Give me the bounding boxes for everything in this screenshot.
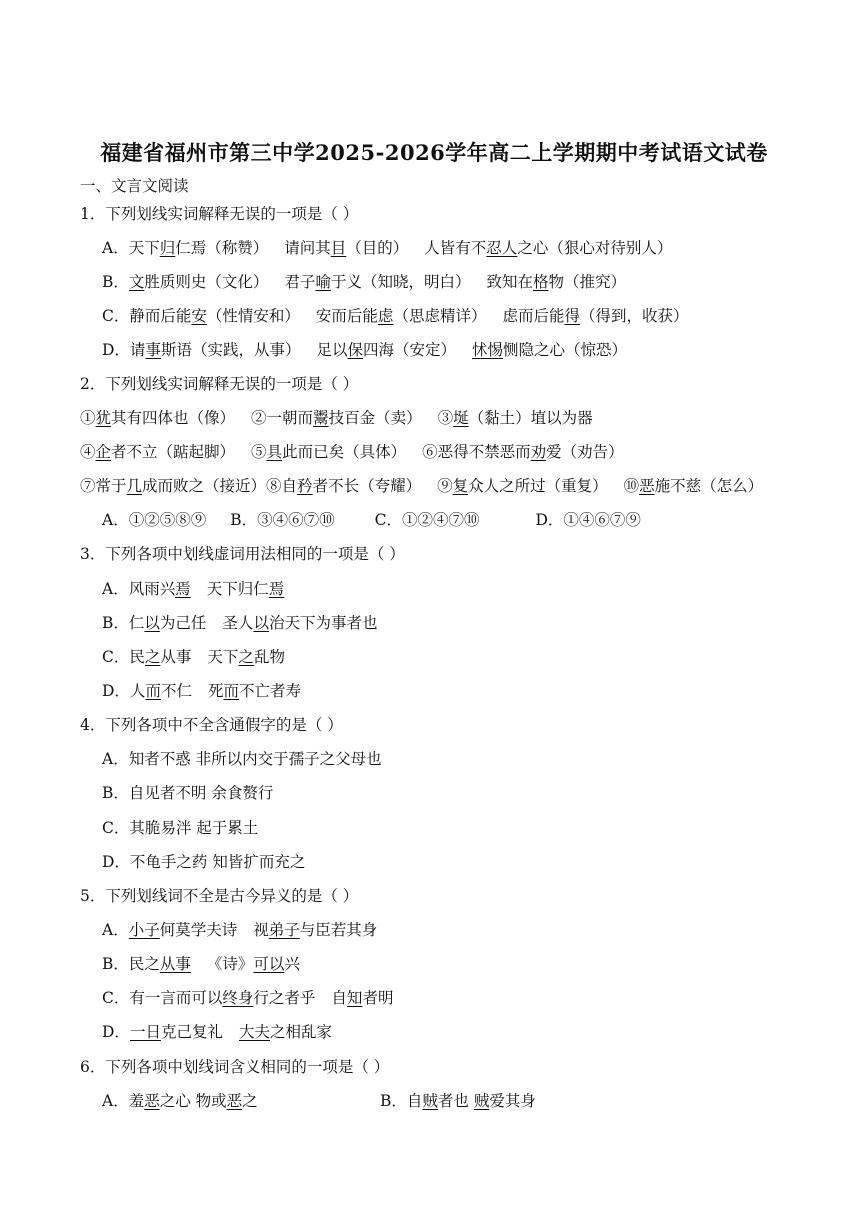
q4-option-b: B．自见者不明 余食赘行 bbox=[102, 784, 274, 802]
q5-option-b: B．民之从事 《诗》可以兴 bbox=[102, 955, 300, 973]
q2-items-row-2: ④企者不立（踮起脚） ⑤具此而已矣（具体） ⑥恶得不禁恶而劝爱（劝告） bbox=[80, 443, 624, 461]
q3-option-b: B．仁以为己任 圣人以治天下为事者也 bbox=[102, 614, 378, 632]
q2-stem: 2．下列划线实词解释无误的一项是（ ） bbox=[80, 375, 359, 393]
q4-stem: 4．下列各项中不全含通假字的是（ ） bbox=[80, 716, 343, 734]
q3-option-c: C．民之从事 天下之乱物 bbox=[102, 648, 285, 666]
page-title: 福建省福州市第三中学2025-2026学年高二上学期期中考试语文试卷 bbox=[100, 140, 768, 165]
q1-option-a: A．天下归仁焉（称赞） 请问其目（目的） 人皆有不忍人之心（狠心对待别人） bbox=[102, 239, 673, 257]
q2-option-a: A．①②⑤⑧⑨ bbox=[102, 511, 207, 529]
q1-stem: 1．下列划线实词解释无误的一项是（ ） bbox=[80, 205, 359, 223]
q3-stem: 3．下列各项中划线虚词用法相同的一项是（ ） bbox=[80, 545, 405, 563]
q3-option-a: A．风雨兴焉 天下归仁焉 bbox=[102, 580, 285, 598]
q1-option-d: D．请事斯语（实践，从事） 足以保四海（安定） 怵惕恻隐之心（惊恐） bbox=[102, 341, 628, 359]
q5-option-d: D．一日克己复礼 大夫之相乱家 bbox=[102, 1023, 332, 1041]
q3-option-d: D．人而不仁 死而不亡者寿 bbox=[102, 682, 302, 700]
q2-option-c: C．①②④⑦⑩ bbox=[374, 511, 480, 529]
q6-option-b: B．自贼者也 贼爱其身 bbox=[380, 1092, 536, 1110]
q5-option-a: A．小子何莫学夫诗 视弟子与臣若其身 bbox=[102, 921, 378, 939]
q4-option-d: D．不龟手之药 知皆扩而充之 bbox=[102, 853, 306, 871]
q2-option-b: B．③④⑥⑦⑩ bbox=[230, 511, 335, 529]
q1-option-b: B．文胜质则史（文化） 君子喻于义（知晓，明白） 致知在格物（推究） bbox=[102, 273, 627, 291]
q6-options bbox=[102, 1091, 802, 1111]
section-heading: 一、文言文阅读 bbox=[80, 177, 189, 195]
q2-items-row-3: ⑦常于几成而败之（接近）⑧自矜者不长（夸耀） ⑨复众人之所过（重复） ⑩恶施不慈（怎么） bbox=[80, 477, 764, 495]
q4-option-c: C．其脆易泮 起于累土 bbox=[102, 819, 259, 837]
q2-options bbox=[102, 510, 641, 530]
q1-option-c: C．静而后能安（性情安和） 安而后能虑（思虑精详） 虑而后能得（得到，收获） bbox=[102, 307, 689, 325]
q6-option-a: A．羞恶之心 物或恶之 bbox=[102, 1092, 258, 1110]
q6-stem: 6．下列各项中划线词含义相同的一项是（ ） bbox=[80, 1058, 390, 1076]
q2-items-row-1: ①犹其有四体也（像） ②一朝而鬻技百金（卖） ③埏（黏土）埴以为器 bbox=[80, 409, 593, 427]
q5-option-c: C．有一言而可以终身行之者乎 自知者明 bbox=[102, 989, 394, 1007]
q4-option-a: A．知者不惑 非所以内交于孺子之父母也 bbox=[102, 750, 382, 768]
q5-stem: 5．下列划线词不全是古今异义的是（ ） bbox=[80, 887, 359, 905]
q2-option-d: D．①④⑥⑦⑨ bbox=[535, 511, 641, 529]
